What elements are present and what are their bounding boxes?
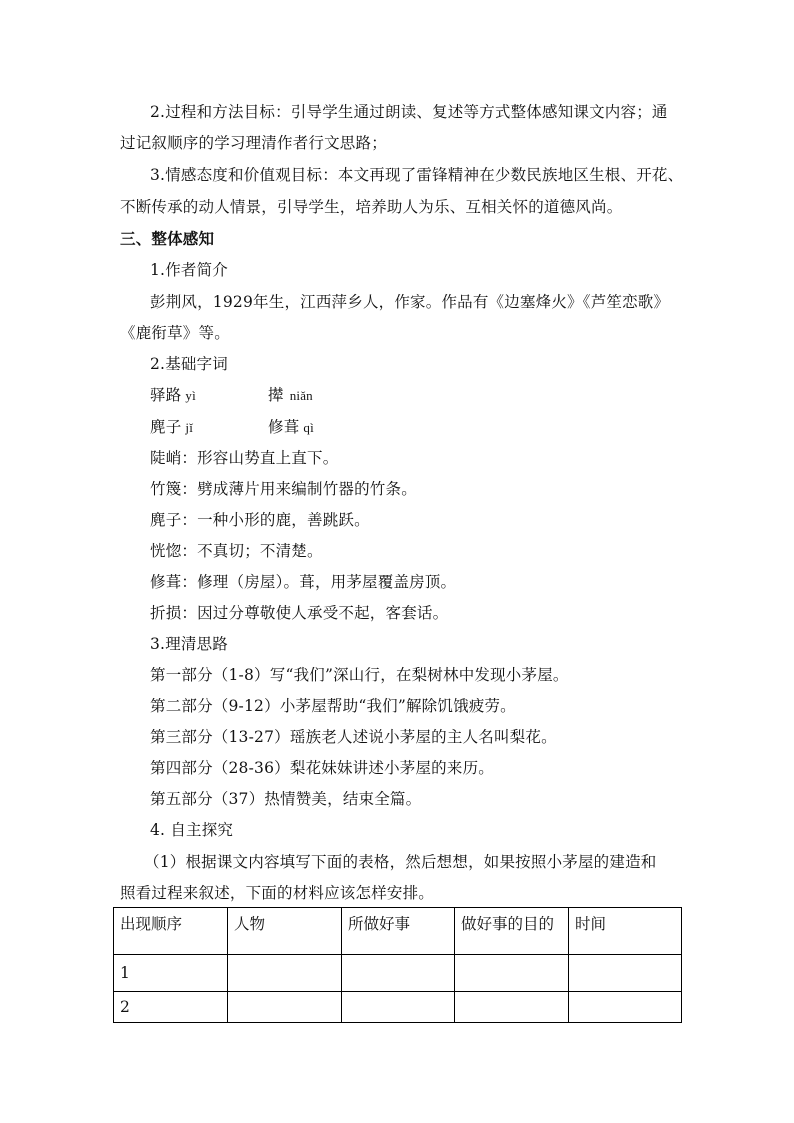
subheading-author: 1.作者简介 xyxy=(150,261,228,279)
definition: 竹篾：劈成薄片用来编制竹器的竹条。 xyxy=(150,480,417,498)
word-char: 麂子 xyxy=(150,418,182,436)
inquiry-question: （1）根据课文内容填写下面的表格，然后想想，如果按照小茅屋的建造和 xyxy=(144,853,657,871)
objective-emotion: 3.情感态度和价值观目标：本文再现了雷锋精神在少数民族地区生根、开花、 xyxy=(150,166,684,184)
table-header: 做好事的目的 xyxy=(455,908,569,955)
structure-part: 第四部分（28-36）梨花妹妹讲述小茅屋的来历。 xyxy=(150,759,494,777)
table-header-row xyxy=(114,908,682,955)
word-pinyin: jǐ xyxy=(185,420,194,435)
table-header: 时间 xyxy=(569,908,682,955)
fill-in-table xyxy=(113,907,682,1023)
word-entry xyxy=(150,385,196,406)
table-cell xyxy=(455,955,569,992)
word-entry xyxy=(268,385,313,406)
structure-part: 第二部分（9-12）小茅屋帮助“我们”解除饥饿疲劳。 xyxy=(150,697,516,715)
definition: 麂子：一种小形的鹿，善跳跃。 xyxy=(150,511,370,529)
section-heading-overview: 三、整体感知 xyxy=(120,229,215,248)
word-entry xyxy=(268,417,314,438)
word-pinyin: qì xyxy=(303,420,314,435)
table-cell xyxy=(228,955,342,992)
objective-process: 2.过程和方法目标：引导学生通过朗读、复述等方式整体感知课文内容；通 xyxy=(150,103,668,121)
subheading-structure: 3.理清思路 xyxy=(150,635,228,653)
table-cell: 1 xyxy=(114,955,228,992)
word-pinyin: yì xyxy=(185,388,196,403)
table-cell xyxy=(342,955,455,992)
table-cell xyxy=(569,992,682,1023)
table-cell xyxy=(569,955,682,992)
structure-part: 第五部分（37）热情赞美，结束全篇。 xyxy=(150,790,422,808)
table-cell: 2 xyxy=(114,992,228,1023)
table-cell xyxy=(455,992,569,1023)
objective-process-cont: 过记叙顺序的学习理清作者行文思路； xyxy=(120,134,387,152)
table-header: 所做好事 xyxy=(342,908,455,955)
definition: 陡峭：形容山势直上直下。 xyxy=(150,449,339,467)
table-header: 出现顺序 xyxy=(114,908,228,955)
word-char: 修葺 xyxy=(268,418,300,436)
structure-part: 第一部分（1-8）写“我们”深山行，在梨树林中发现小茅屋。 xyxy=(150,666,569,684)
word-pinyin: niǎn xyxy=(289,388,313,403)
structure-part: 第三部分（13-27）瑶族老人述说小茅屋的主人名叫梨花。 xyxy=(150,728,557,746)
definition: 恍惚：不真切；不清楚。 xyxy=(150,542,323,560)
author-intro-cont: 《鹿衔草》等。 xyxy=(120,324,230,342)
table-row xyxy=(114,955,682,992)
author-intro: 彭荆风，1929年生，江西萍乡人，作家。作品有《边塞烽火》《芦笙恋歌》 xyxy=(150,293,670,311)
inquiry-question-cont: 照看过程来叙述，下面的材料应该怎样安排。 xyxy=(120,884,435,902)
table-cell xyxy=(228,992,342,1023)
definition: 修葺：修理（房屋）。葺，用茅屋覆盖房顶。 xyxy=(150,573,457,591)
subheading-inquiry: 4. 自主探究 xyxy=(150,821,234,839)
word-char: 驿路 xyxy=(150,386,182,404)
objective-emotion-cont: 不断传承的动人情景，引导学生，培养助人为乐、互相关怀的道德风尚。 xyxy=(120,198,623,216)
word-entry xyxy=(150,417,193,438)
subheading-vocab: 2.基础字词 xyxy=(150,355,228,373)
table-cell xyxy=(342,992,455,1023)
table-header: 人物 xyxy=(228,908,342,955)
word-char: 撵 xyxy=(268,386,284,404)
table-row xyxy=(114,992,682,1023)
definition: 折损：因过分尊敬使人承受不起，客套话。 xyxy=(150,604,449,622)
